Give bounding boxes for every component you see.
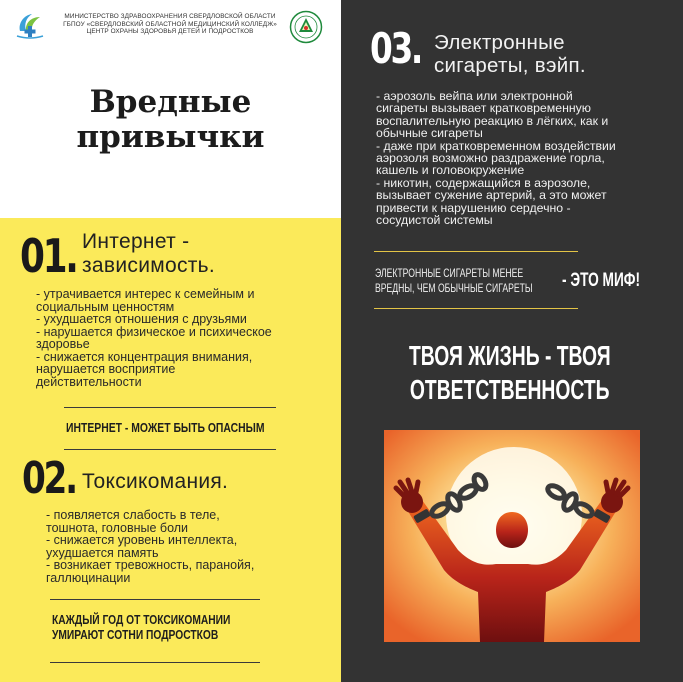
page-title: Вредные привычки — [76, 84, 265, 155]
bullet-line: обычные сигареты — [376, 126, 483, 141]
bullet-line: - аэрозоль вейпа или электронной — [376, 89, 573, 103]
bullet-line: - ухудшается отношения с друзьями — [36, 312, 247, 326]
bullet-line: тошнота, головные боли — [46, 520, 189, 535]
section-title: Интернет - зависимость. — [82, 230, 216, 277]
bullet-line: социальным ценностям — [36, 299, 175, 314]
section-callout: ИНТЕРНЕТ - МОЖЕТ БЫТЬ ОПАСНЫМ — [66, 420, 265, 435]
bullet-line: аэрозоля возможно раздражение горла, — [376, 151, 605, 166]
section-number: 01. — [20, 229, 77, 283]
org-line: ГБПОУ «СВЕРДЛОВСКИЙ ОБЛАСТНОЙ МЕДИЦИНСКИЙ КОЛЛЕДЖ» — [63, 20, 277, 28]
section-bullets — [36, 288, 272, 388]
divider — [64, 407, 276, 408]
section-number: 02. — [22, 453, 76, 504]
org-line: ЦЕНТР ОХРАНЫ ЗДОРОВЬЯ ДЕТЕЙ И ПОДРОСТКОВ — [86, 28, 254, 36]
bullet-line: - никотин, содержащийся в аэрозоле, — [376, 175, 591, 190]
bullet-line: кашель и головокружение — [376, 163, 525, 178]
medical-college-logo-icon — [14, 9, 46, 41]
bullet-line: действительности — [36, 374, 142, 389]
section-bullets — [376, 90, 616, 226]
myth-tag: - ЭТО МИФ! — [562, 270, 641, 291]
divider — [374, 308, 578, 309]
bullet-line: воспалительную реакцию в лёгких, как и — [376, 113, 609, 128]
bullet-line: сосудистой системы — [376, 213, 493, 228]
section-bullets — [46, 509, 254, 584]
bullet-line: ухудшается память — [46, 545, 159, 560]
bullet-line: - снижается концентрация внимания, — [36, 349, 253, 364]
bullet-line: сигареты вызывает кратковременную — [376, 101, 592, 116]
slogan: ТВОЯ ЖИЗНЬ - ТВОЯ ОТВЕТСТВЕННОСТЬ — [409, 340, 611, 405]
bullet-line: - утрачивается интерес к семейным и — [36, 287, 255, 301]
bullet-line: здоровье — [36, 337, 90, 351]
divider — [374, 251, 578, 252]
myth-statement: ЭЛЕКТРОННЫЕ СИГАРЕТЫ МЕНЕЕ ВРЕДНЫ, ЧЕМ ОБЫЧНЫЕ СИГАРЕТЫ — [375, 266, 533, 295]
bullet-line: привести к нарушению сердечно - — [376, 200, 571, 215]
section-number: 03. — [370, 24, 422, 73]
health-center-logo-icon — [289, 10, 323, 44]
bullet-line: - появляется слабость в теле, — [46, 508, 220, 522]
org-line: МИНИСТЕРСТВО ЗДРАВООХРАНЕНИЯ СВЕРДЛОВСКОЙ ОБЛАСТИ — [64, 13, 276, 20]
bullet-line: нарушается восприятие — [36, 362, 176, 376]
bullet-line: - даже при кратковременном воздействии — [376, 138, 616, 153]
section-title: Токсикомания. — [82, 470, 229, 493]
bullet-line: вызывает сужение артерий, а это может — [376, 188, 607, 203]
bullet-line: - нарушается физическое и психическое — [36, 324, 272, 339]
person-breaking-chains-icon — [384, 430, 640, 642]
section-title: Электронные сигареты, вэйп. — [434, 31, 586, 77]
bullet-line: - снижается уровень интеллекта, — [46, 533, 238, 547]
bullet-line: - возникает тревожность, паранойя, — [46, 558, 255, 572]
divider — [64, 449, 276, 450]
section-callout: КАЖДЫЙ ГОД ОТ ТОКСИКОМАНИИ УМИРАЮТ СОТНИ ПОДРОСТКОВ — [52, 613, 231, 642]
organization-name — [54, 13, 286, 36]
bullet-line: галлюцинации — [46, 570, 131, 585]
divider — [50, 662, 260, 663]
divider — [50, 599, 260, 600]
